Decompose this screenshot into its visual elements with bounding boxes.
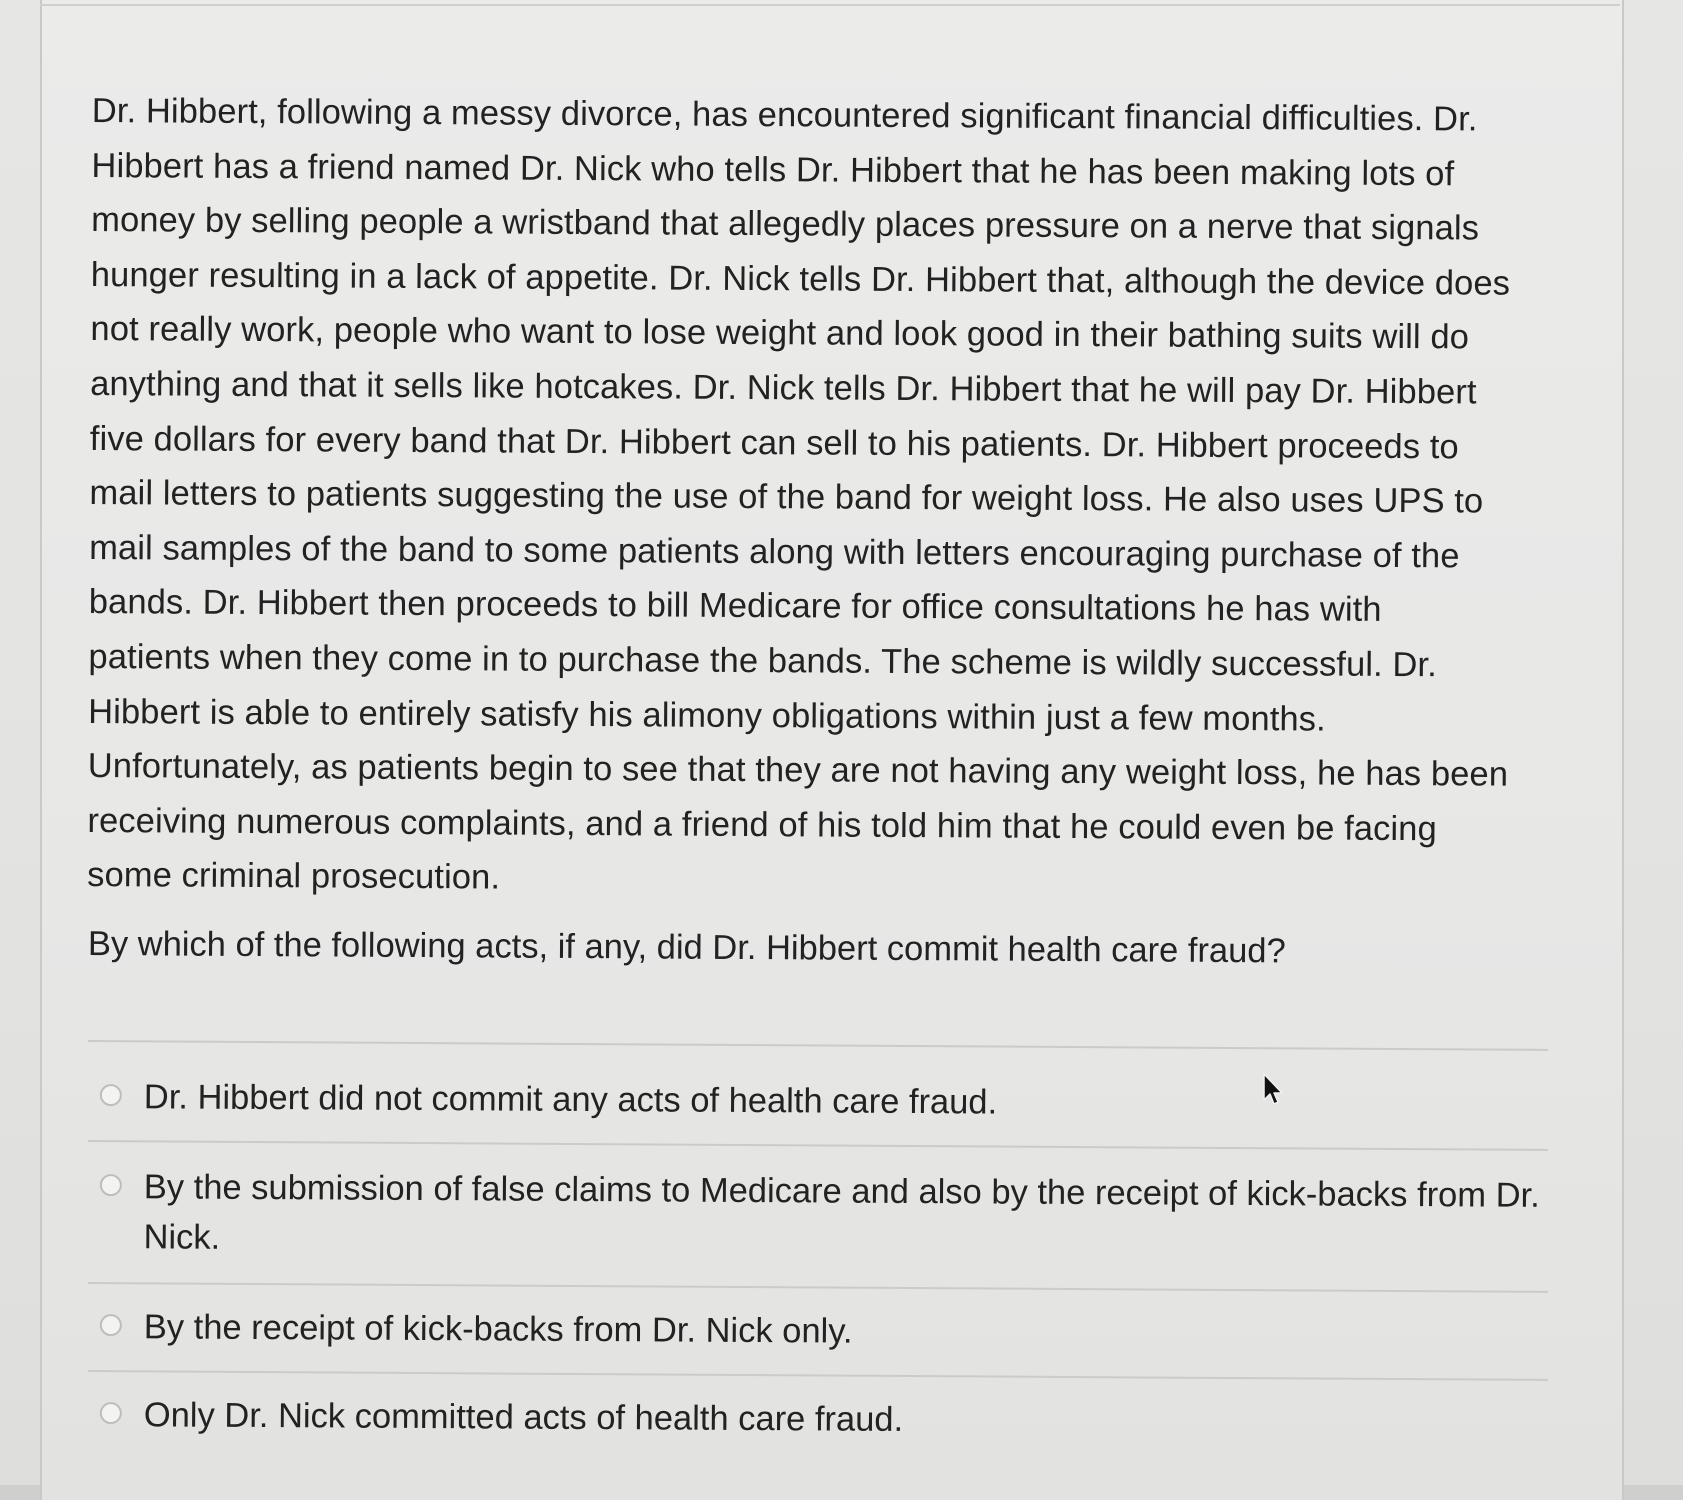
passage-line: Dr. Hibbert, following a messy divorce, has encountered significant financial difficulties. Dr.	[91, 91, 1478, 139]
question-passage	[87, 84, 1582, 912]
passage-line: Hibbert is able to entirely satisfy his alimony obligations within just a few months.	[88, 692, 1326, 739]
radio-button-icon[interactable]	[100, 1174, 122, 1196]
passage-line: Hibbert has a friend named Dr. Nick who tells Dr. Hibbert that he has been making lots of	[91, 146, 1455, 193]
mouse-pointer-icon	[1262, 1072, 1288, 1108]
passage-line: bands. Dr. Hibbert then proceeds to bill Medicare for office consultations he has with	[88, 583, 1382, 630]
passage-line: some criminal prosecution.	[87, 856, 501, 897]
radio-button-icon[interactable]	[100, 1402, 122, 1424]
passage-line: not really work, people who want to lose weight and look good in their bathing suits will do	[90, 310, 1470, 357]
passage-line: five dollars for every band that Dr. Hibbert can sell to his patients. Dr. Hibbert proceeds to	[89, 419, 1459, 466]
question-prompt: By which of the following acts, if any, did Dr. Hibbert commit health care fraud?	[87, 925, 1286, 971]
passage-line: anything and that it sells like hotcakes. Dr. Nick tells Dr. Hibbert that he will pay Dr. Hibbert	[90, 364, 1477, 412]
radio-button-icon[interactable]	[100, 1314, 122, 1336]
passage-line: patients when they come in to purchase the bands. The scheme is wildly successful. Dr.	[88, 637, 1437, 685]
passage-line: mail letters to patients suggesting the use of the band for weight loss. He also uses UPS to	[89, 474, 1484, 521]
passage-line: hunger resulting in a lack of appetite. Dr. Nick tells Dr. Hibbert that, although the device does	[90, 255, 1511, 303]
radio-button-icon[interactable]	[100, 1084, 122, 1106]
passage-line: Unfortunately, as patients begin to see that they are not having any weight loss, he has been	[87, 747, 1509, 794]
passage-line: mail samples of the band to some patients along with letters encouraging purchase of the	[89, 528, 1460, 576]
answer-option-label: By the submission of false claims to Medicare and also by the receipt of kick-backs from Dr. Nick.	[143, 1168, 1540, 1257]
answer-option-label: Only Dr. Nick committed acts of health care fraud.	[143, 1396, 904, 1439]
answer-option-label: Dr. Hibbert did not commit any acts of health care fraud.	[143, 1078, 998, 1122]
card-top-border	[40, 0, 1620, 6]
passage-line: money by selling people a wristband that allegedly places pressure on a nerve that signals	[91, 201, 1480, 248]
passage-line: receiving numerous complaints, and a friend of his told him that he could even be facing	[87, 801, 1437, 848]
answer-option-label: By the receipt of kick-backs from Dr. Nick only.	[143, 1308, 853, 1351]
